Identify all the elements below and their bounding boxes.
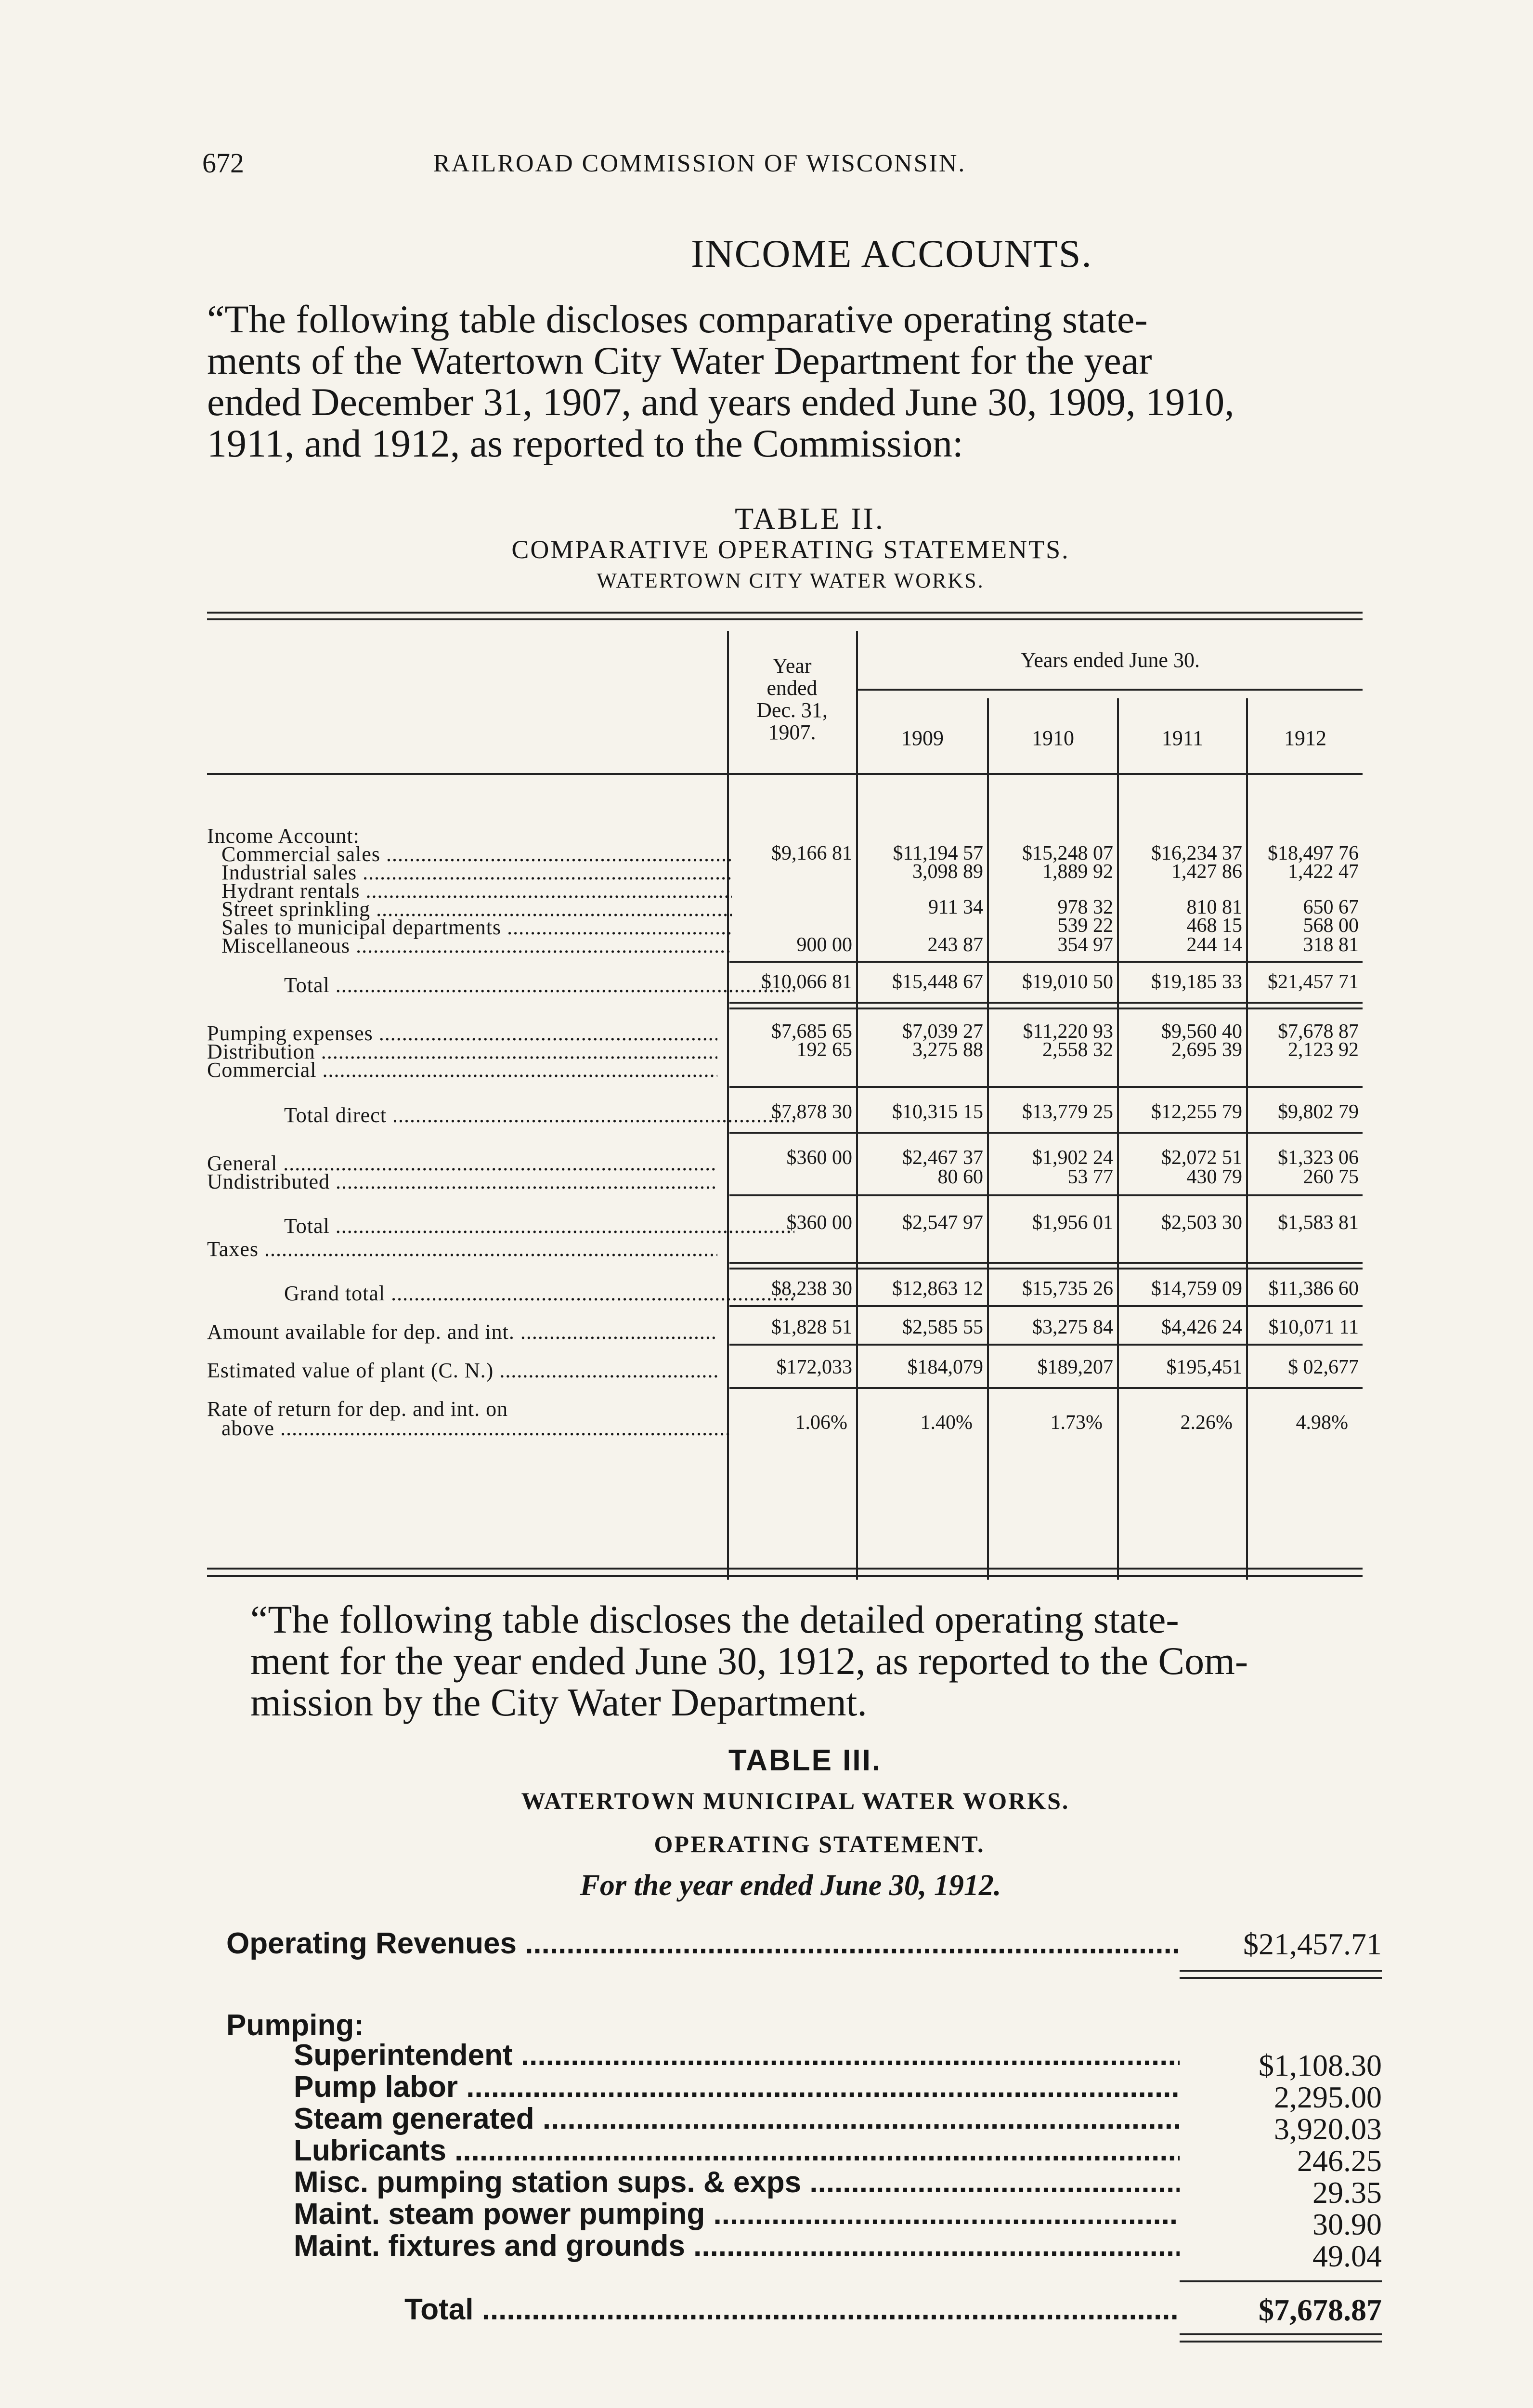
intro-line: 1911, and 1912, as reported to the Commission: (207, 421, 963, 465)
intro-paragraph (207, 299, 1372, 464)
row-label: Commercial ..... (207, 1058, 717, 1082)
rule (207, 1575, 1363, 1577)
rule (729, 1132, 1363, 1134)
rule (1180, 1977, 1382, 1979)
cell: $8,238 30 (771, 1278, 852, 1300)
cell: $16,234 37 (1151, 842, 1242, 864)
total-value: $7,678.87 (1259, 2293, 1382, 2327)
cell: 900 00 (796, 934, 852, 956)
cell: $ 02,677 (1288, 1356, 1359, 1378)
cell: $15,448 67 (892, 971, 983, 993)
cell: 4.98% (1296, 1412, 1348, 1434)
item-value: 29.35 (1312, 2175, 1382, 2210)
page-number: 672 (202, 147, 244, 179)
cell: 568 00 (1303, 915, 1359, 937)
rule (729, 1086, 1363, 1088)
cell: $1,828 51 (771, 1316, 852, 1338)
row-label: Total direct ..... (284, 1103, 794, 1127)
header-years-group: Years ended June 30. (1021, 648, 1200, 672)
item-value: 2,295.00 (1274, 2080, 1382, 2114)
cell: $2,547 97 (902, 1212, 983, 1234)
rule (729, 1344, 1363, 1346)
row-label: Total ..... (284, 973, 794, 997)
section-income-label: Income Account: (207, 824, 360, 848)
header-line: Year (772, 654, 812, 678)
row-label: Pumping expenses ..... (207, 1021, 717, 1046)
table2-label: TABLE II. (735, 501, 885, 536)
cell: $10,315 15 (892, 1101, 983, 1123)
cell: $360 00 (786, 1147, 852, 1169)
header-line: ended (766, 676, 818, 700)
header-line: Dec. 31, (756, 698, 828, 722)
header-year: 1912 (1284, 726, 1326, 750)
cell: $2,585 55 (902, 1316, 983, 1338)
rule (729, 1268, 1363, 1269)
running-title: RAILROAD COMMISSION OF WISCONSIN. (433, 150, 966, 177)
rule (207, 1568, 1363, 1570)
row-label: Rate of return for dep. and int. on (207, 1397, 508, 1421)
cell: 1,889 92 (1042, 861, 1113, 883)
cell: 1.06% (795, 1412, 847, 1434)
cell: 260 75 (1303, 1166, 1359, 1188)
rule (1180, 2280, 1382, 2282)
row-label: General ..... (207, 1151, 717, 1176)
cell: $3,275 84 (1032, 1316, 1113, 1338)
rule (1180, 2333, 1382, 2335)
rule (207, 773, 1363, 775)
row-label: Estimated value of plant (C. N.) ..... (207, 1358, 717, 1383)
cell: 3,275 88 (912, 1039, 983, 1061)
operating-revenues-label: Operating Revenues ..... (226, 1926, 1180, 1961)
cell: $11,386 60 (1268, 1278, 1359, 1300)
cell: $12,863 12 (892, 1278, 983, 1300)
header-line: 1907. (768, 720, 816, 744)
cell: 2,695 39 (1171, 1039, 1242, 1061)
cell: $7,039 27 (902, 1021, 983, 1043)
cell: $7,685 65 (771, 1021, 852, 1043)
pumping-label: Pumping: (226, 2009, 364, 2042)
cell: 318 81 (1303, 934, 1359, 956)
cell: $1,902 24 (1032, 1147, 1113, 1169)
cell: $11,194 57 (893, 842, 983, 864)
row-label: Miscellaneous ..... (221, 933, 732, 958)
row-label: Industrial sales ..... (221, 860, 732, 885)
intro-line: ended December 31, 1907, and years ended June 30, 1909, 1910, (207, 380, 1234, 424)
intro-line: ments of the Watertown City Water Department for the year (207, 339, 1152, 382)
cell: 810 81 (1186, 896, 1242, 918)
item-label: Misc. pumping station sups. & exps ..... (294, 2165, 1180, 2199)
item-label: Pump labor ..... (294, 2070, 1180, 2104)
table3-period: For the year ended June 30, 1912. (580, 1869, 1001, 1902)
table3-subtitle: OPERATING STATEMENT. (654, 1831, 985, 1858)
comparative-table (207, 612, 1363, 1589)
header-year: 1909 (901, 726, 944, 750)
rule (1180, 2341, 1382, 2343)
cell: $7,678 87 (1278, 1021, 1359, 1043)
rule (729, 1305, 1363, 1307)
col-rule (987, 698, 989, 1580)
paragraph-line: ment for the year ended June 30, 1912, as reported to the Com- (250, 1639, 1248, 1683)
total-label: Total ..... (404, 2292, 1180, 2327)
rule (858, 689, 1363, 691)
item-value: 3,920.03 (1274, 2112, 1382, 2146)
row-label: Hydrant rentals ..... (221, 878, 732, 903)
cell: $15,735 26 (1022, 1278, 1113, 1300)
cell: $1,323 06 (1278, 1147, 1359, 1169)
cell: $172,033 (776, 1356, 852, 1378)
item-label: Maint. steam power pumping ..... (294, 2197, 1180, 2231)
cell: 2.26% (1180, 1412, 1233, 1434)
cell: 244 14 (1186, 934, 1242, 956)
item-value: 246.25 (1297, 2144, 1382, 2178)
cell: $10,071 11 (1268, 1316, 1359, 1338)
table2-subtitle: WATERTOWN CITY WATER WORKS. (597, 569, 985, 592)
row-label: Total ..... (284, 1214, 794, 1238)
cell: $4,426 24 (1161, 1316, 1242, 1338)
paragraph-line: mission by the City Water Department. (250, 1680, 867, 1724)
cell: 2,123 92 (1288, 1039, 1359, 1061)
rule (729, 961, 1363, 963)
cell: 430 79 (1186, 1166, 1242, 1188)
row-label: Street sprinkling ..... (221, 897, 732, 921)
row-label: Amount available for dep. and int. ..... (207, 1320, 717, 1344)
item-label: Steam generated ..... (294, 2102, 1180, 2136)
cell: $1,956 01 (1032, 1212, 1113, 1234)
cell: $189,207 (1037, 1356, 1113, 1378)
table2-title: COMPARATIVE OPERATING STATEMENTS. (511, 535, 1070, 564)
cell: $11,220 93 (1023, 1021, 1113, 1043)
header-year: 1911 (1161, 726, 1204, 750)
row-label: Sales to municipal departments ..... (221, 915, 732, 940)
item-value: $1,108.30 (1259, 2048, 1382, 2082)
col-rule (1246, 698, 1248, 1580)
cell: 243 87 (927, 934, 983, 956)
rule (729, 1002, 1363, 1004)
rule (729, 1008, 1363, 1009)
cell: 80 60 (937, 1166, 983, 1188)
item-label: Lubricants ..... (294, 2133, 1180, 2168)
cell: 192 65 (796, 1039, 852, 1061)
item-label: Maint. fixtures and grounds ..... (294, 2229, 1180, 2263)
rule (207, 618, 1363, 620)
cell: 650 67 (1303, 896, 1359, 918)
cell: $18,497 76 (1268, 842, 1359, 864)
rule (729, 1194, 1363, 1196)
cell: 978 32 (1057, 896, 1113, 918)
cell: $2,503 30 (1161, 1212, 1242, 1234)
cell: $15,248 07 (1022, 842, 1113, 864)
cell: $9,802 79 (1278, 1101, 1359, 1123)
operating-statement (226, 1907, 1382, 2369)
cell: $14,759 09 (1151, 1278, 1242, 1300)
row-label: Distribution ..... (207, 1039, 717, 1064)
cell: $7,878 30 (771, 1101, 852, 1123)
intro-line: “The following table discloses comparative operating state- (207, 297, 1148, 341)
cell: 539 22 (1057, 915, 1113, 937)
cell: $21,457 71 (1268, 971, 1359, 993)
cell: $9,166 81 (771, 842, 852, 864)
table3-label: TABLE III. (728, 1744, 882, 1777)
rule (729, 1262, 1363, 1264)
header-year-ended (729, 655, 855, 744)
paragraph-line: “The following table discloses the detailed operating state- (250, 1597, 1179, 1641)
table3-title: WATERTOWN MUNICIPAL WATER WORKS. (521, 1787, 1070, 1814)
rule (1180, 1970, 1382, 1972)
row-label: Taxes ..... (207, 1237, 717, 1261)
row-label: Grand total ..... (284, 1281, 794, 1306)
cell: $2,072 51 (1161, 1147, 1242, 1169)
cell: $1,583 81 (1278, 1212, 1359, 1234)
cell: 354 97 (1057, 934, 1113, 956)
cell: $2,467 37 (902, 1147, 983, 1169)
second-paragraph (250, 1599, 1372, 1723)
row-label-cont: above ..... (221, 1416, 732, 1440)
col-rule (1117, 698, 1119, 1580)
row-label: Commercial sales ..... (221, 842, 732, 866)
cell: $360 00 (786, 1212, 852, 1234)
cell: 1,427 86 (1171, 861, 1242, 883)
rule (729, 1387, 1363, 1389)
item-value: 49.04 (1312, 2239, 1382, 2273)
cell: 3,098 89 (912, 861, 983, 883)
cell: 1.73% (1050, 1412, 1103, 1434)
cell: $9,560 40 (1161, 1021, 1242, 1043)
cell: 53 77 (1067, 1166, 1113, 1188)
operating-revenues-value: $21,457.71 (1243, 1927, 1382, 1961)
cell: $13,779 25 (1022, 1101, 1113, 1123)
item-label: Superintendent ..... (294, 2038, 1180, 2072)
cell: 468 15 (1186, 915, 1242, 937)
cell: $195,451 (1166, 1356, 1242, 1378)
cell: $12,255 79 (1151, 1101, 1242, 1123)
cell: 911 34 (928, 896, 983, 918)
cell: 1.40% (920, 1412, 973, 1434)
cell: 1,422 47 (1288, 861, 1359, 883)
row-label: Undistributed ..... (207, 1169, 717, 1194)
cell: 2,558 32 (1042, 1039, 1113, 1061)
cell: $19,010 50 (1022, 971, 1113, 993)
header-year: 1910 (1032, 726, 1074, 750)
cell: $10,066 81 (761, 971, 852, 993)
cell: $184,079 (907, 1356, 983, 1378)
cell: $19,185 33 (1151, 971, 1242, 993)
section-title: INCOME ACCOUNTS. (691, 232, 1092, 275)
item-value: 30.90 (1312, 2207, 1382, 2241)
rule (207, 612, 1363, 614)
